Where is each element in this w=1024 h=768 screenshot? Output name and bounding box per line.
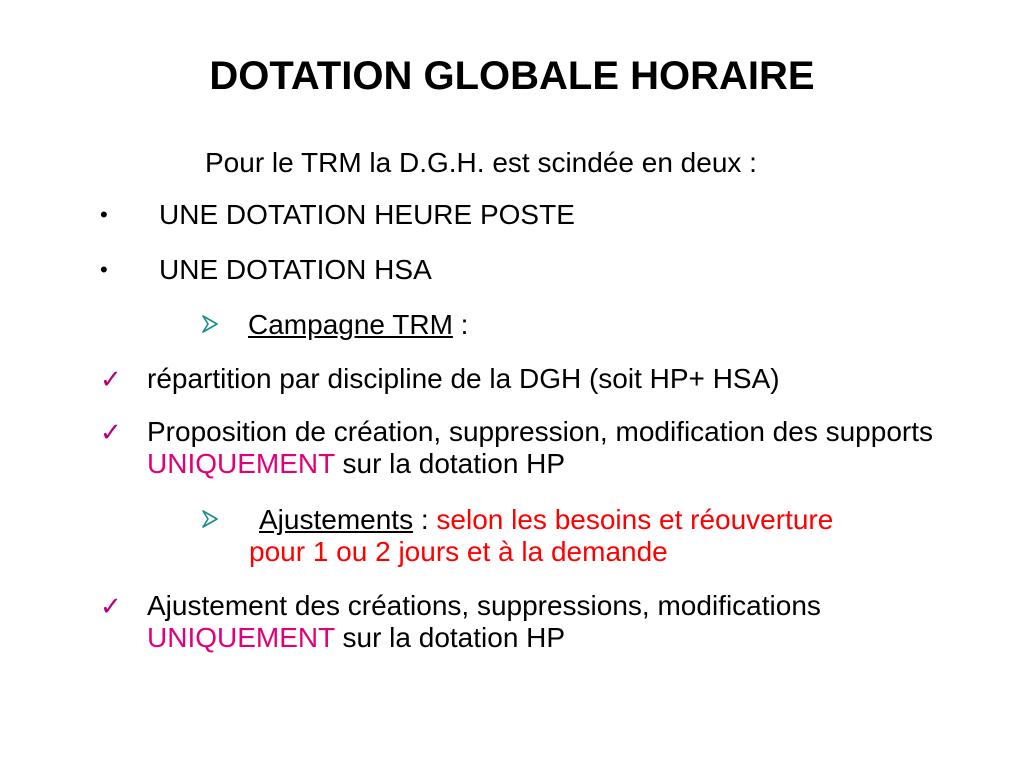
arrow-bullet-icon <box>202 510 219 528</box>
ajustements-heading <box>259 504 833 536</box>
check-item-proposition <box>147 416 977 480</box>
ajustements-label: Ajustements <box>259 504 414 535</box>
bullet-item-hsa: UNE DOTATION HSA <box>159 254 432 285</box>
check-item-ajustement <box>147 590 977 654</box>
intro-text: Pour le TRM la D.G.H. est scindée en deux : <box>205 147 757 178</box>
check-item-proposition-suffix: sur la dotation HP <box>334 448 566 479</box>
ajustements-separator: : <box>413 504 437 535</box>
campagne-label: Campagne TRM <box>248 309 453 340</box>
bullet-item-heure-poste: UNE DOTATION HEURE POSTE <box>159 199 575 230</box>
emphasis-uniquement: UNIQUEMENT <box>147 448 335 479</box>
campagne-suffix: : <box>452 309 469 340</box>
checkmark-icon: ✓ <box>100 417 122 447</box>
check-item-ajustement-suffix: sur la dotation HP <box>334 622 566 653</box>
slide-title: DOTATION GLOBALE HORAIRE <box>209 54 815 98</box>
ajustements-detail-line2: pour 1 ou 2 jours et à la demande <box>249 536 668 567</box>
campagne-heading <box>248 309 468 341</box>
bullet-dot-icon: • <box>100 202 108 227</box>
bullet-dot-icon: • <box>100 257 108 282</box>
arrow-bullet-icon <box>202 315 219 333</box>
checkmark-icon: ✓ <box>100 364 122 394</box>
ajustements-detail-line1: selon les besoins et réouverture <box>436 504 834 535</box>
checkmark-icon: ✓ <box>100 591 122 621</box>
check-item-repartition: répartition par discipline de la DGH (soit HP+ HSA) <box>147 363 780 394</box>
check-item-ajustement-text: Ajustement des créations, suppressions, modifications <box>147 590 821 621</box>
emphasis-uniquement: UNIQUEMENT <box>147 622 335 653</box>
check-item-proposition-text: Proposition de création, suppression, modification des supports <box>147 416 933 447</box>
